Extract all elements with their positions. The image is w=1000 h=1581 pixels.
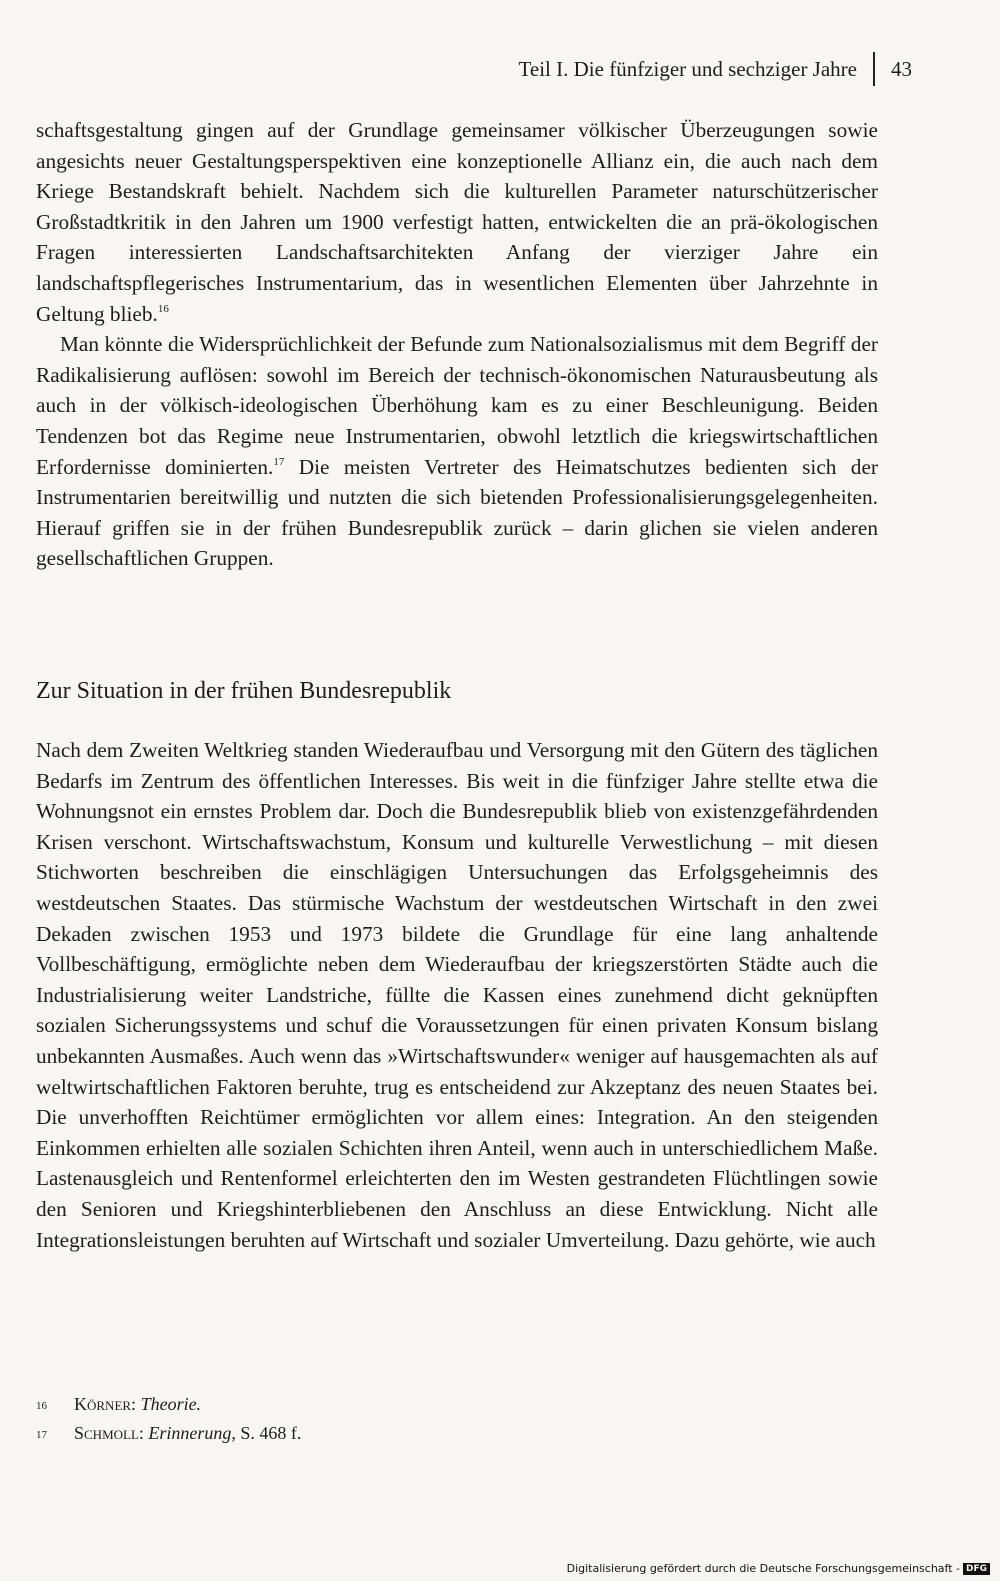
footnote-title: Theorie. bbox=[140, 1394, 202, 1414]
paragraph bbox=[36, 115, 878, 329]
footnote-author: Körner: bbox=[74, 1394, 137, 1414]
paragraph: Nach dem Zweiten Weltkrieg standen Wiederaufbau und Versorgung mit den Gütern des täglichen Bedarfs im Zentrum des öffentlichen Interesses. Bis weit in die fünfziger Jahre stellte etwa die Wohnungsnot ein ernstes Problem dar. Doch die Bundesrepublik blieb von existenzgefährdenden Krisen verschont. Wirtschaftswachstum, Konsum und kulturelle Verwestlichung – mit diesen Stichworten beschreiben die einschlägigen Untersuchungen das Erfolgsgeheimnis des westdeutschen Staates. Das stürmische Wachstum der westdeutschen Wirtschaft in den zwei Dekaden zwischen 1953 und 1973 bildete die Grundlage für eine lang anhaltende Vollbeschäftigung, ermöglichte neben dem Wiederaufbau der kriegszerstörten Städte auch die Industrialisierung weiter Landstriche, füllte die Kassen eines zunehmend dicht geknüpften sozialen Sicherungssystems und schuf die Voraussetzungen für einen privaten Konsum bislang unbekannten Ausmaßes. Auch wenn das »Wirtschaftswunder« weniger auf hausgemachten als auf weltwirtschaftlichen Faktoren beruhte, trug es entscheidend zur Akzeptanz des neuen Staates bei. Die unverhofften Reichtümer ermöglichten vor allem eines: Integration. An den steigenden Einkommen erhielten alle sozialen Schichten ihren Anteil, wenn auch in unterschiedlichem Maße. Lastenausgleich und Rentenformel erleichterten den im Westen gestrandeten Flüchtlingen sowie den Senioren und Kriegshinterbliebenen den Anschluss an diese Entwicklung. Nicht alle Integrationsleistungen beruhten auf Wirtschaft und sozialer Umverteilung. Dazu gehörte, wie auch bbox=[36, 738, 878, 1252]
footnote-ref-17[interactable]: 17 bbox=[273, 455, 285, 468]
paragraph bbox=[36, 329, 878, 574]
running-title: Teil I. Die fünfziger und sechziger Jahre bbox=[518, 56, 857, 81]
page-number: 43 bbox=[891, 56, 912, 81]
text-block-section bbox=[36, 735, 878, 1255]
header-divider bbox=[873, 52, 875, 86]
dfg-logo-icon: DFG bbox=[963, 1563, 990, 1575]
paragraph-text: Man könnte die Widersprüchlichkeit der Befunde zum Nationalsozialismus mit dem Begriff der Radikalisierung auflösen: sowohl im Bereich der technisch-ökonomischen Naturausbeutung als auch in der völkisch-ideologischen Überhöhung kam es zu einer Beschleunigung. Beiden Tendenzen bot das Regime neue Instrumentarien, obwohl letztlich die kriegswirtschaftlichen Erfordernisse dominierten. bbox=[36, 332, 878, 479]
paragraph-text: Die meisten Vertreter des Heimatschutzes bedienten sich der Instrumentarien bereitwillig und nutzten die sich bietenden Professionalisierungsgelegenheiten. Hierauf griffen sie in der frühen Bundesrepublik zurück – darin glichen sie vielen anderen gesellschaftlichen Gruppen. bbox=[36, 454, 878, 571]
section-heading: Zur Situation in der frühen Bundesrepublik bbox=[36, 678, 452, 704]
text-block-opening bbox=[36, 115, 878, 574]
credit-text: Digitalisierung gefördert durch die Deutsche Forschungsgemeinschaft - bbox=[566, 1562, 960, 1575]
paragraph-text: schaftsgestaltung gingen auf der Grundlage gemeinsamer völkischer Überzeugungen sowie angesichts neuer Gestaltungsperspektiven eine konzeptionelle Allianz ein, die auch nach dem Kriege Bestandskraft behielt. Nachdem sich die kulturellen Parameter naturschützerischer Großstadtkritik in den Jahren um 1900 verfestigt hatten, entwickelten die an prä-ökologischen Fragen interessierten Landschaftsarchitekten Anfang der vierziger Jahre ein landschaftspflegerisches Instrumentarium, das in wesentlichen Elementen über Jahrzehnte in Geltung blieb. bbox=[36, 118, 878, 326]
footnote-title: Erinnerung bbox=[148, 1423, 232, 1443]
running-head bbox=[519, 52, 912, 86]
footnote-number: 17 bbox=[36, 1429, 47, 1441]
footnote-number: 16 bbox=[36, 1400, 47, 1412]
footnotes bbox=[36, 1391, 301, 1449]
footnote-author: Schmoll: bbox=[74, 1423, 144, 1443]
footnote-17 bbox=[36, 1420, 301, 1449]
footnote-16 bbox=[36, 1391, 301, 1420]
footnote-rest: , S. 468 f. bbox=[231, 1423, 302, 1443]
footnote-ref-16[interactable]: 16 bbox=[157, 302, 169, 315]
digitization-credit bbox=[567, 1562, 990, 1575]
